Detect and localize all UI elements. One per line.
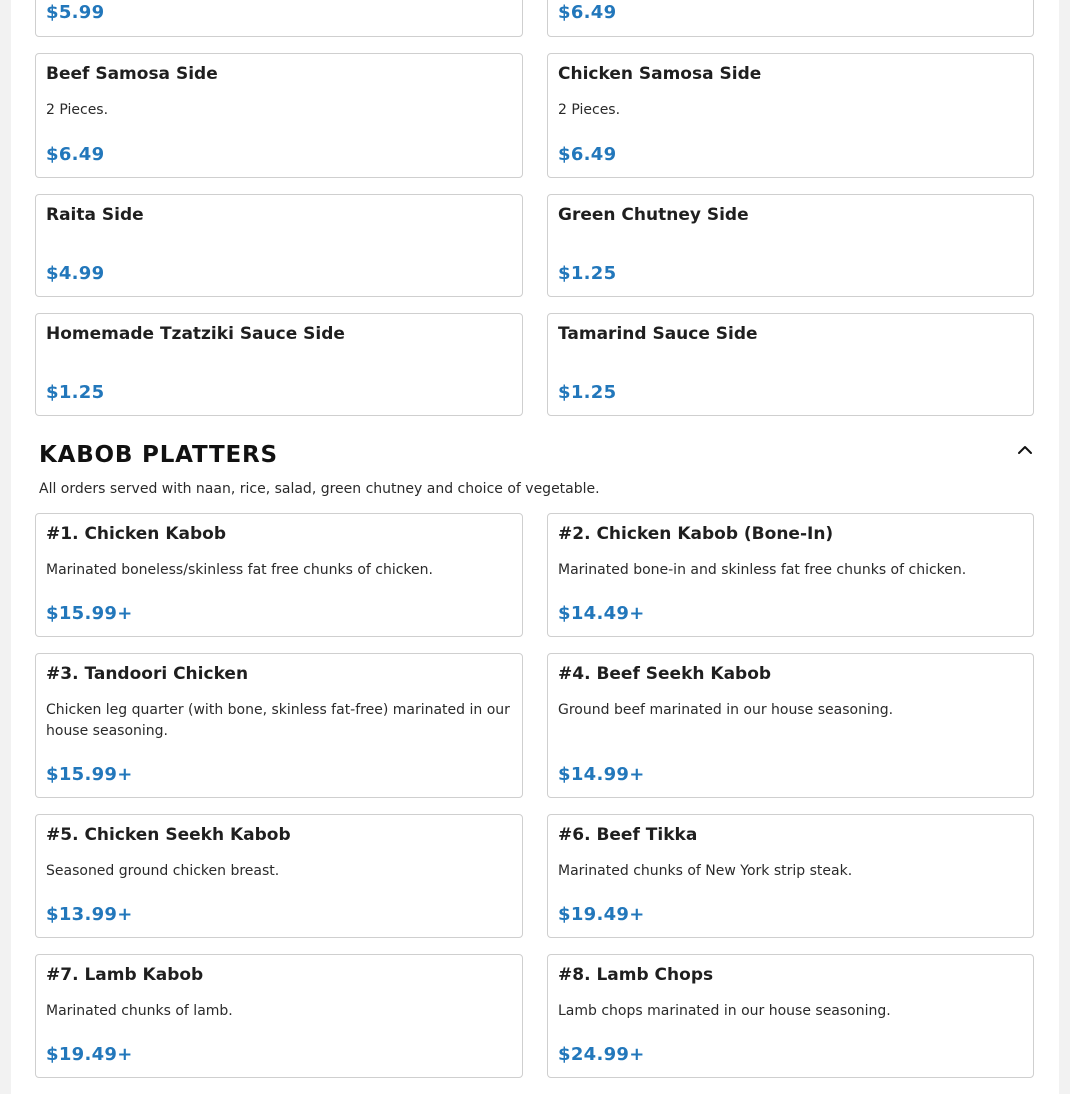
item-name: Green Chutney Side	[558, 205, 749, 225]
menu-item-card[interactable]	[35, 814, 523, 938]
collapse-section-button[interactable]	[1015, 440, 1035, 460]
item-description: Marinated bone-in and skinless fat free chunks of chicken.	[558, 562, 967, 578]
item-price: $1.25	[558, 382, 617, 403]
item-price: $6.49	[558, 2, 617, 23]
item-name: Homemade Tzatziki Sauce Side	[46, 324, 345, 344]
item-description: Seasoned ground chicken breast.	[46, 863, 280, 879]
item-name: Beef Samosa Side	[46, 64, 218, 84]
menu-item-card[interactable]	[35, 0, 523, 37]
item-name: #3. Tandoori Chicken	[46, 664, 249, 684]
item-name: Tamarind Sauce Side	[558, 324, 758, 344]
item-price: $1.25	[46, 382, 105, 403]
menu-item-card[interactable]	[35, 313, 523, 416]
item-name: #1. Chicken Kabob	[46, 524, 226, 544]
menu-item-card[interactable]	[547, 954, 1034, 1078]
menu-item-card[interactable]	[547, 0, 1034, 37]
menu-item-card[interactable]	[547, 53, 1034, 178]
section-title: KABOB PLATTERS	[39, 442, 278, 468]
item-name: #6. Beef Tikka	[558, 825, 698, 845]
item-description: 2 Pieces.	[46, 102, 109, 118]
menu-item-card[interactable]	[35, 513, 523, 637]
item-description: Marinated chunks of lamb.	[46, 1003, 233, 1019]
menu-item-card[interactable]	[547, 513, 1034, 637]
item-description: Chicken leg quarter (with bone, skinless fat-free) marinated in our house seasoning.	[46, 702, 510, 739]
item-description: Ground beef marinated in our house seasoning.	[558, 702, 894, 718]
item-name: Raita Side	[46, 205, 144, 225]
item-description: Lamb chops marinated in our house seasoning.	[558, 1003, 891, 1019]
item-price: $13.99+	[46, 904, 133, 925]
item-price: $6.49	[558, 144, 617, 165]
item-price: $19.49+	[558, 904, 645, 925]
item-name: #7. Lamb Kabob	[46, 965, 204, 985]
item-price: $14.99+	[558, 764, 645, 785]
section-description: All orders served with naan, rice, salad, green chutney and choice of vegetable.	[39, 481, 600, 497]
item-price: $15.99+	[46, 764, 133, 785]
chevron-up-icon	[1015, 440, 1035, 460]
menu-item-card[interactable]	[547, 814, 1034, 938]
menu-item-card[interactable]	[35, 954, 523, 1078]
item-price: $19.49+	[46, 1044, 133, 1065]
item-name: #2. Chicken Kabob (Bone-In)	[558, 524, 834, 544]
item-name: #4. Beef Seekh Kabob	[558, 664, 772, 684]
menu-item-card[interactable]	[35, 194, 523, 297]
menu-page	[11, 0, 1059, 1094]
item-name: #5. Chicken Seekh Kabob	[46, 825, 291, 845]
item-description: Marinated chunks of New York strip steak.	[558, 863, 853, 879]
item-name: Chicken Samosa Side	[558, 64, 762, 84]
menu-item-card[interactable]	[35, 653, 523, 798]
item-price: $15.99+	[46, 603, 133, 624]
item-description: Marinated boneless/skinless fat free chunks of chicken.	[46, 562, 433, 578]
item-name: #8. Lamb Chops	[558, 965, 714, 985]
item-price: $4.99	[46, 263, 105, 284]
menu-item-card[interactable]	[547, 313, 1034, 416]
item-price: $14.49+	[558, 603, 645, 624]
menu-item-card[interactable]	[35, 53, 523, 178]
item-price: $1.25	[558, 263, 617, 284]
item-price: $24.99+	[558, 1044, 645, 1065]
item-description: 2 Pieces.	[558, 102, 621, 118]
menu-item-card[interactable]	[547, 194, 1034, 297]
menu-item-card[interactable]	[547, 653, 1034, 798]
item-price: $6.49	[46, 144, 105, 165]
item-price: $5.99	[46, 2, 105, 23]
